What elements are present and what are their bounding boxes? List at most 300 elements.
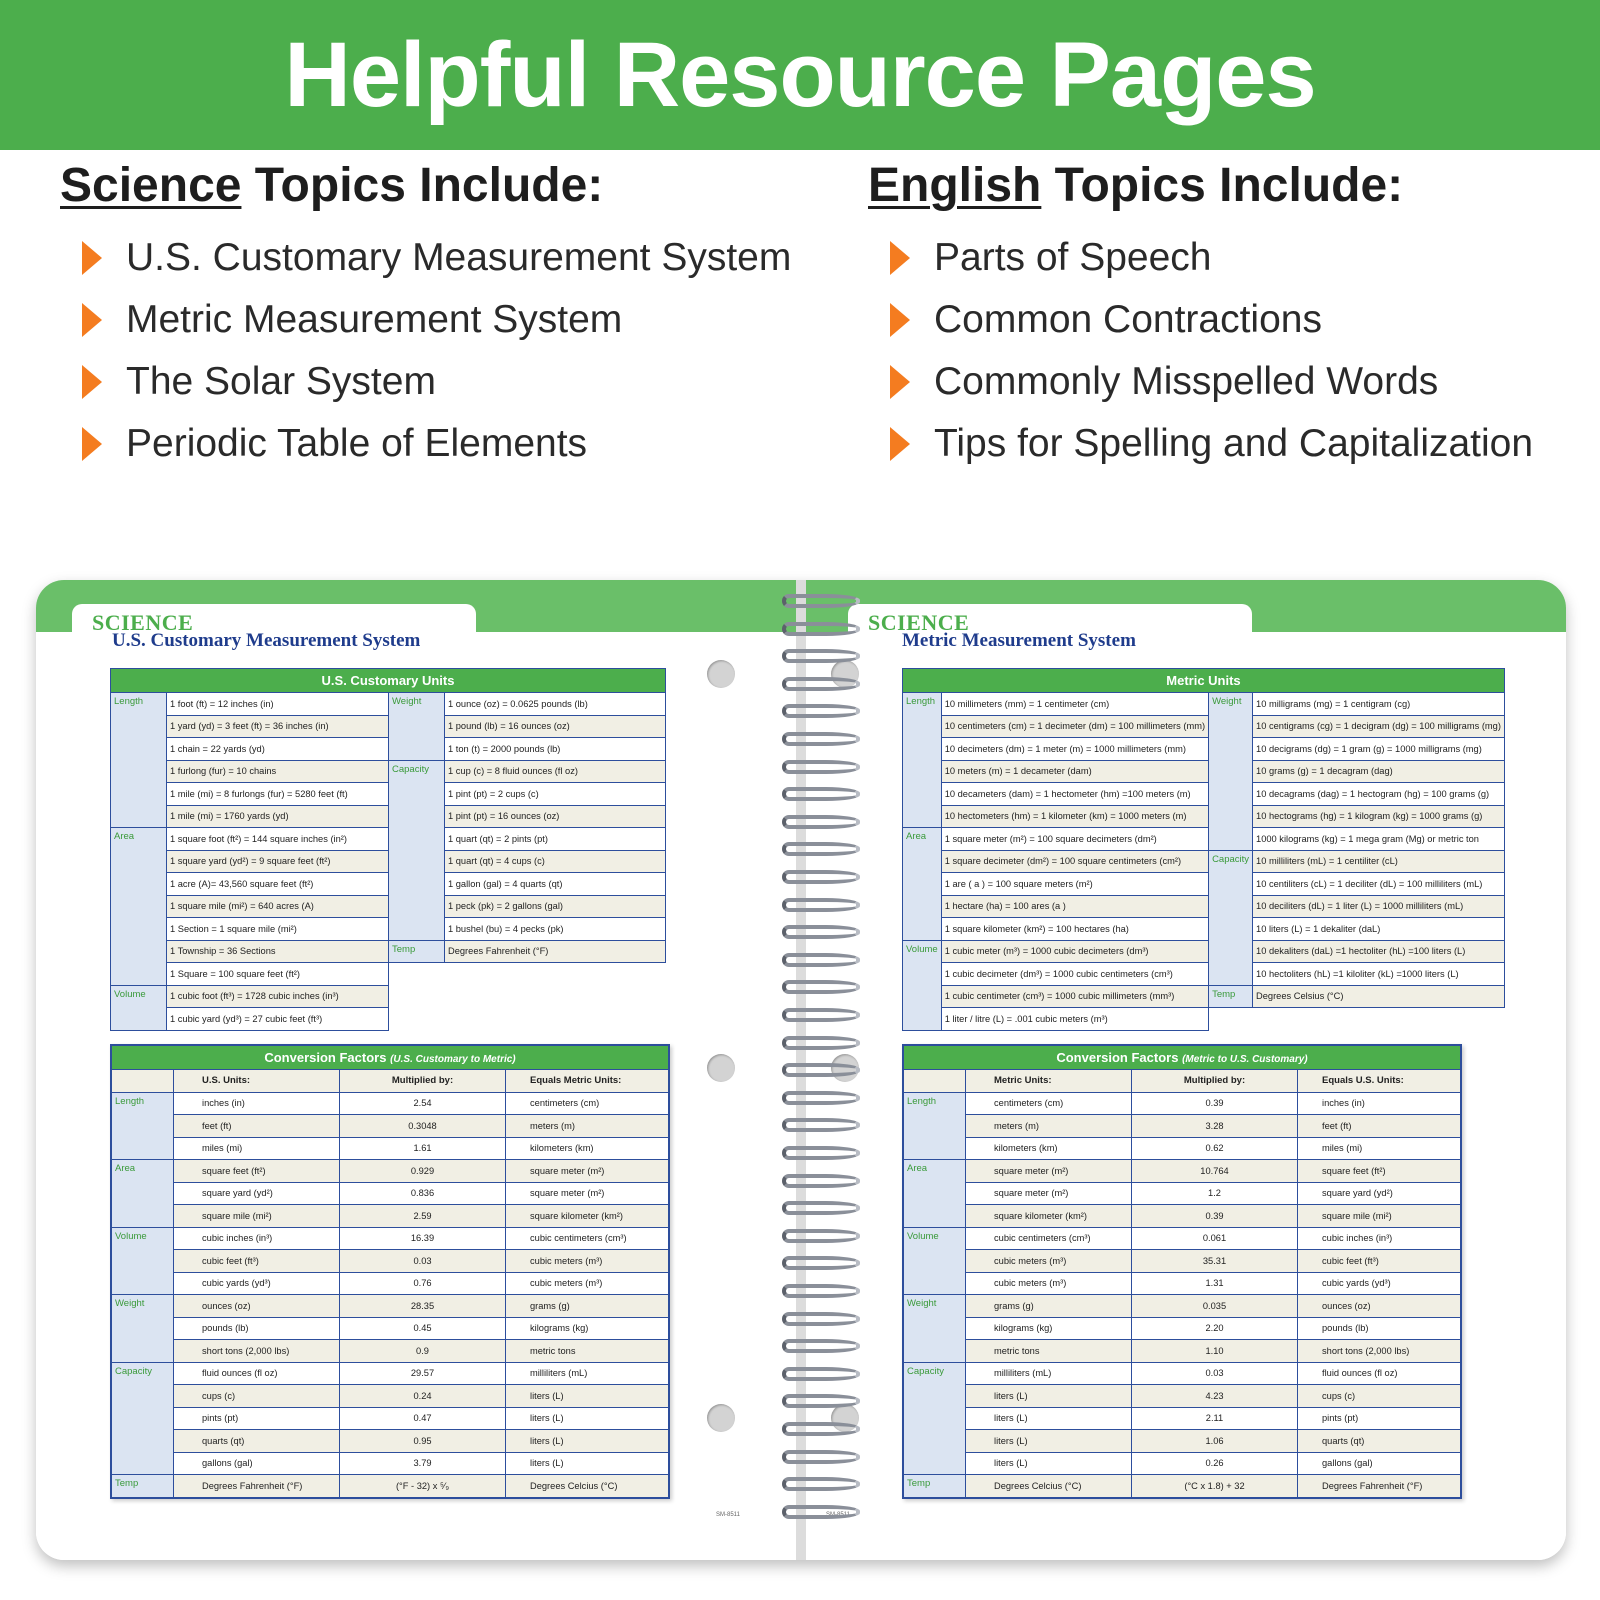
left-page: [36, 580, 796, 1560]
table-row: [904, 1475, 1461, 1498]
unit-equivalence: 1 bushel (bu) = 4 pecks (pk): [445, 918, 666, 941]
category-label: Area: [904, 1160, 966, 1228]
spiral-ring-icon: [782, 1312, 862, 1328]
unit-equivalence: 10 millimeters (mm) = 1 centimeter (cm): [941, 693, 1208, 716]
column-header: Equals U.S. Units:: [1298, 1070, 1461, 1093]
table-row: [112, 1452, 669, 1475]
multiplier: 1.06: [1132, 1430, 1298, 1453]
spiral-ring-icon: [782, 815, 862, 831]
to-unit: square meter (m²): [506, 1182, 669, 1205]
spiral-ring-icon: [782, 1036, 862, 1052]
table-row: [903, 918, 1505, 941]
units-table-title: Metric Units: [903, 669, 1505, 693]
category-label: Area: [111, 828, 167, 986]
conversion-table: [902, 1044, 1462, 1499]
spiral-ring-icon: [782, 1284, 862, 1300]
table-row: [112, 1475, 669, 1498]
to-unit: kilograms (kg): [506, 1317, 669, 1340]
spiral-ring-icon: [782, 704, 862, 720]
to-unit: cubic meters (m³): [506, 1272, 669, 1295]
table-row: [904, 1340, 1461, 1363]
table-row: [903, 1008, 1505, 1031]
table-row: [112, 1227, 669, 1250]
table-row: [112, 1250, 669, 1273]
from-unit: cups (c): [174, 1385, 340, 1408]
table-row: [112, 1340, 669, 1363]
science-topic-item: [60, 289, 820, 351]
to-unit: Degrees Fahrenheit (°F): [1298, 1475, 1461, 1498]
unit-equivalence: 10 centigrams (cg) = 1 decigram (dg) = 100 milligrams (mg): [1253, 715, 1505, 738]
units-table: [110, 668, 666, 1031]
bullet-arrow-icon: [890, 427, 910, 461]
to-unit: cups (c): [1298, 1385, 1461, 1408]
spiral-ring-icon: [782, 677, 862, 693]
to-unit: liters (L): [506, 1430, 669, 1453]
from-unit: feet (ft): [174, 1115, 340, 1138]
unit-equivalence: 1 Section = 1 square mile (mi²): [167, 918, 389, 941]
unit-equivalence: 1 ton (t) = 2000 pounds (lb): [445, 738, 666, 761]
from-unit: fluid ounces (fl oz): [174, 1362, 340, 1385]
multiplier: 10.764: [1132, 1160, 1298, 1183]
unit-equivalence: 1 square decimeter (dm²) = 100 square centimeters (cm²): [941, 850, 1208, 873]
multiplier: 0.45: [340, 1317, 506, 1340]
multiplier: 28.35: [340, 1295, 506, 1318]
category-label: Temp: [904, 1475, 966, 1498]
to-unit: square feet (ft²): [1298, 1160, 1461, 1183]
category-label: Weight: [904, 1295, 966, 1363]
multiplier: 0.62: [1132, 1137, 1298, 1160]
multiplier: 3.79: [340, 1452, 506, 1475]
category-label: Temp: [112, 1475, 174, 1498]
bullet-arrow-icon: [890, 241, 910, 275]
to-unit: cubic inches (in³): [1298, 1227, 1461, 1250]
table-row: [903, 805, 1505, 828]
table-row: [111, 738, 666, 761]
table-row: [111, 895, 666, 918]
spiral-ring-icon: [782, 870, 862, 886]
to-unit: kilometers (km): [506, 1137, 669, 1160]
spiral-ring-icon: [782, 1091, 862, 1107]
unit-equivalence: 1 cubic yard (yd³) = 27 cubic feet (ft³): [167, 1008, 389, 1031]
unit-equivalence: 1 peck (pk) = 2 gallons (gal): [445, 895, 666, 918]
column-header: Multiplied by:: [340, 1070, 506, 1093]
unit-equivalence: 1 yard (yd) = 3 feet (ft) = 36 inches (in): [167, 715, 389, 738]
science-topic-list: [60, 227, 820, 475]
category-label: Weight: [1209, 693, 1253, 851]
multiplier: 0.47: [340, 1407, 506, 1430]
english-topic-item: [868, 289, 1588, 351]
unit-equivalence: 10 milligrams (mg) = 1 centigram (cg): [1253, 693, 1505, 716]
science-topic-item: [60, 227, 820, 289]
unit-equivalence: 1 pint (pt) = 2 cups (c): [445, 783, 666, 806]
to-unit: cubic feet (ft³): [1298, 1250, 1461, 1273]
table-row: [903, 850, 1505, 873]
from-unit: Degrees Fahrenheit (°F): [174, 1475, 340, 1498]
table-row: [903, 738, 1505, 761]
from-unit: kilograms (kg): [966, 1317, 1132, 1340]
right-page: [806, 580, 1566, 1560]
category-label: Volume: [904, 1227, 966, 1295]
spiral-ring-icon: [782, 594, 862, 610]
conversion-table-title: [112, 1046, 669, 1070]
unit-equivalence: 10 hectograms (hg) = 1 kilogram (kg) = 1000 grams (g): [1253, 805, 1505, 828]
english-topic-item: [868, 351, 1588, 413]
unit-equivalence: 1 hectare (ha) = 100 ares (a ): [941, 895, 1208, 918]
multiplier: (°C x 1.8) + 32: [1132, 1475, 1298, 1498]
multiplier: 2.20: [1132, 1317, 1298, 1340]
from-unit: ounces (oz): [174, 1295, 340, 1318]
table-row: [903, 828, 1505, 851]
from-unit: kilometers (km): [966, 1137, 1132, 1160]
conversion-table: [110, 1044, 670, 1499]
spiral-ring-icon: [782, 1339, 862, 1355]
units-table: [902, 668, 1501, 1031]
table-row: [111, 828, 666, 851]
table-row: [112, 1295, 669, 1318]
multiplier: 1.10: [1132, 1340, 1298, 1363]
unit-equivalence: 1 acre (A)= 43,560 square feet (ft²): [167, 873, 389, 896]
table-row: [904, 1430, 1461, 1453]
unit-equivalence: 10 decagrams (dag) = 1 hectogram (hg) = 100 grams (g): [1253, 783, 1505, 806]
to-unit: liters (L): [506, 1452, 669, 1475]
table-row: [112, 1430, 669, 1453]
category-label: Length: [112, 1092, 174, 1160]
category-label: Length: [904, 1092, 966, 1160]
page-footer-code: SM-8511: [716, 1512, 740, 1518]
unit-equivalence: 1 cubic foot (ft³) = 1728 cubic inches (in³): [167, 985, 389, 1008]
table-row: [111, 783, 666, 806]
from-unit: quarts (qt): [174, 1430, 340, 1453]
unit-equivalence: 10 deciliters (dL) = 1 liter (L) = 1000 milliliters (mL): [1253, 895, 1505, 918]
to-unit: milliliters (mL): [506, 1362, 669, 1385]
column-header: Equals Metric Units:: [506, 1070, 669, 1093]
table-row: [903, 760, 1505, 783]
from-unit: short tons (2,000 lbs): [174, 1340, 340, 1363]
science-topic-item: [60, 413, 820, 475]
unit-equivalence: Degrees Celsius (°C): [1253, 985, 1505, 1008]
to-unit: pints (pt): [1298, 1407, 1461, 1430]
multiplier: 16.39: [340, 1227, 506, 1250]
table-row: [112, 1362, 669, 1385]
table-row: [111, 715, 666, 738]
to-unit: cubic centimeters (cm³): [506, 1227, 669, 1250]
topic-label: Metric Measurement System: [126, 298, 623, 341]
to-unit: grams (g): [506, 1295, 669, 1318]
table-row: [111, 963, 666, 986]
multiplier: 1.61: [340, 1137, 506, 1160]
science-heading: [60, 158, 820, 213]
category-label: Capacity: [904, 1362, 966, 1475]
english-topics: [868, 158, 1588, 475]
category-label: Weight: [389, 693, 445, 761]
unit-equivalence: 10 decigrams (dg) = 1 gram (g) = 1000 milligrams (mg): [1253, 738, 1505, 761]
multiplier: 0.03: [340, 1250, 506, 1273]
bullet-arrow-icon: [82, 241, 102, 275]
section-tab-label: SCIENCE: [92, 610, 194, 635]
table-row: [112, 1115, 669, 1138]
unit-equivalence: 1 Square = 100 square feet (ft²): [167, 963, 389, 986]
multiplier: 0.24: [340, 1385, 506, 1408]
to-unit: metric tons: [506, 1340, 669, 1363]
unit-equivalence: 1 square yard (yd²) = 9 square feet (ft²): [167, 850, 389, 873]
spiral-ring-icon: [782, 1146, 862, 1162]
science-topics: [60, 158, 820, 475]
english-heading: [868, 158, 1588, 213]
bullet-arrow-icon: [82, 427, 102, 461]
table-row: [904, 1452, 1461, 1475]
table-row: [903, 873, 1505, 896]
to-unit: Degrees Celcius (°C): [506, 1475, 669, 1498]
page-footer-code: SM-8511: [826, 1512, 850, 1518]
to-unit: square mile (mi²): [1298, 1205, 1461, 1228]
to-unit: cubic meters (m³): [506, 1250, 669, 1273]
spiral-ring-icon: [782, 1367, 862, 1383]
column-header: Metric Units:: [966, 1070, 1132, 1093]
category-label: Volume: [111, 985, 167, 1030]
multiplier: 0.061: [1132, 1227, 1298, 1250]
multiplier: 3.28: [1132, 1115, 1298, 1138]
unit-equivalence: 1 square mile (mi²) = 640 acres (A): [167, 895, 389, 918]
science-heading-rest: Topics Include:: [241, 159, 604, 212]
spiral-ring-icon: [782, 1505, 862, 1521]
table-row: [111, 760, 666, 783]
unit-equivalence: 10 milliliters (mL) = 1 centiliter (cL): [1253, 850, 1505, 873]
unit-equivalence: 1000 kilograms (kg) = 1 mega gram (Mg) or metric ton: [1253, 828, 1505, 851]
unit-equivalence: 1 Township = 36 Sections: [167, 940, 389, 963]
spiral-ring-icon: [782, 622, 862, 638]
category-label: Volume: [903, 940, 942, 1030]
multiplier: 0.035: [1132, 1295, 1298, 1318]
hole-icon: [707, 1054, 735, 1082]
table-row: [112, 1407, 669, 1430]
table-row: [112, 1385, 669, 1408]
from-unit: liters (L): [966, 1385, 1132, 1408]
spiral-ring-icon: [782, 732, 862, 748]
to-unit: liters (L): [506, 1407, 669, 1430]
from-unit: liters (L): [966, 1407, 1132, 1430]
to-unit: fluid ounces (fl oz): [1298, 1362, 1461, 1385]
unit-equivalence: 1 chain = 22 yards (yd): [167, 738, 389, 761]
to-unit: pounds (lb): [1298, 1317, 1461, 1340]
category-label: Temp: [1209, 985, 1253, 1008]
topic-label: Tips for Spelling and Capitalization: [934, 422, 1534, 465]
science-heading-underlined: Science: [60, 159, 242, 212]
banner-title: Helpful Resource Pages: [284, 23, 1316, 126]
unit-equivalence: 10 hectoliters (hL) =1 kiloliter (kL) =1000 liters (L): [1253, 963, 1505, 986]
topic-label: Parts of Speech: [934, 236, 1212, 279]
table-row: [904, 1205, 1461, 1228]
topic-label: U.S. Customary Measurement System: [126, 236, 792, 279]
category-label: Length: [903, 693, 942, 828]
to-unit: inches (in): [1298, 1092, 1461, 1115]
table-row: [904, 1250, 1461, 1273]
category-label: Capacity: [389, 760, 445, 940]
page-title: U.S. Customary Measurement System: [112, 630, 421, 651]
section-tab-label: SCIENCE: [868, 610, 970, 635]
notebook-spread: [36, 580, 1566, 1560]
from-unit: cubic yards (yd³): [174, 1272, 340, 1295]
table-row: [111, 940, 666, 963]
table-row: [904, 1115, 1461, 1138]
spiral-ring-icon: [782, 1118, 862, 1134]
multiplier: 2.11: [1132, 1407, 1298, 1430]
to-unit: liters (L): [506, 1385, 669, 1408]
spiral-ring-icon: [782, 649, 862, 665]
from-unit: square yard (yd²): [174, 1182, 340, 1205]
unit-equivalence: 1 cubic decimeter (dm³) = 1000 cubic centimeters (cm³): [941, 963, 1208, 986]
unit-equivalence: 10 decameters (dam) = 1 hectometer (hm) =100 meters (m): [941, 783, 1208, 806]
from-unit: cubic inches (in³): [174, 1227, 340, 1250]
from-unit: liters (L): [966, 1452, 1132, 1475]
table-row: [904, 1182, 1461, 1205]
multiplier: 0.39: [1132, 1205, 1298, 1228]
from-unit: square kilometer (km²): [966, 1205, 1132, 1228]
table-row: [903, 783, 1505, 806]
spiral-ring-icon: [782, 1008, 862, 1024]
from-unit: square feet (ft²): [174, 1160, 340, 1183]
table-row: [904, 1295, 1461, 1318]
table-row: [903, 895, 1505, 918]
unit-equivalence: 1 cup (c) = 8 fluid ounces (fl oz): [445, 760, 666, 783]
from-unit: Degrees Celcius (°C): [966, 1475, 1132, 1498]
from-unit: square meter (m²): [966, 1160, 1132, 1183]
category-label: Weight: [112, 1295, 174, 1363]
unit-equivalence: 1 mile (mi) = 8 furlongs (fur) = 5280 feet (ft): [167, 783, 389, 806]
from-unit: square meter (m²): [966, 1182, 1132, 1205]
unit-equivalence: 10 decimeters (dm) = 1 meter (m) = 1000 millimeters (mm): [941, 738, 1208, 761]
table-row: [111, 1008, 666, 1031]
conversion-title: Conversion Factors: [264, 1050, 387, 1065]
table-row: [111, 805, 666, 828]
to-unit: ounces (oz): [1298, 1295, 1461, 1318]
from-unit: metric tons: [966, 1340, 1132, 1363]
spiral-ring-icon: [782, 898, 862, 914]
table-row: [112, 1160, 669, 1183]
multiplier: 35.31: [1132, 1250, 1298, 1273]
from-unit: milliliters (mL): [966, 1362, 1132, 1385]
from-unit: gallons (gal): [174, 1452, 340, 1475]
topic-label: Common Contractions: [934, 298, 1322, 341]
spiral-ring-icon: [782, 925, 862, 941]
table-row: [903, 963, 1505, 986]
english-heading-underlined: English: [868, 159, 1042, 212]
from-unit: centimeters (cm): [966, 1092, 1132, 1115]
topic-label: Periodic Table of Elements: [126, 422, 588, 465]
table-row: [903, 985, 1505, 1008]
unit-equivalence: 1 square kilometer (km²) = 100 hectares (ha): [941, 918, 1208, 941]
table-row: [903, 715, 1505, 738]
category-label: Length: [111, 693, 167, 828]
spiral-ring-icon: [782, 1229, 862, 1245]
to-unit: miles (mi): [1298, 1137, 1461, 1160]
table-row: [111, 850, 666, 873]
to-unit: meters (m): [506, 1115, 669, 1138]
to-unit: quarts (qt): [1298, 1430, 1461, 1453]
to-unit: square kilometer (km²): [506, 1205, 669, 1228]
english-topic-item: [868, 413, 1588, 475]
table-row: [111, 918, 666, 941]
units-table-title: U.S. Customary Units: [111, 669, 666, 693]
unit-equivalence: 1 mile (mi) = 1760 yards (yd): [167, 805, 389, 828]
table-row: [112, 1092, 669, 1115]
to-unit: feet (ft): [1298, 1115, 1461, 1138]
unit-equivalence: 10 meters (m) = 1 decameter (dam): [941, 760, 1208, 783]
english-heading-rest: Topics Include:: [1041, 159, 1404, 212]
unit-equivalence: 1 pound (lb) = 16 ounces (oz): [445, 715, 666, 738]
spiral-ring-icon: [782, 842, 862, 858]
unit-equivalence: 1 are ( a ) = 100 square meters (m²): [941, 873, 1208, 896]
unit-equivalence: 1 quart (qt) = 2 pints (pt): [445, 828, 666, 851]
science-topic-item: [60, 351, 820, 413]
from-unit: cubic centimeters (cm³): [966, 1227, 1132, 1250]
multiplier: 4.23: [1132, 1385, 1298, 1408]
unit-equivalence: 1 pint (pt) = 16 ounces (oz): [445, 805, 666, 828]
table-row: [112, 1317, 669, 1340]
unit-equivalence: 1 gallon (gal) = 4 quarts (qt): [445, 873, 666, 896]
category-label: Volume: [112, 1227, 174, 1295]
table-row: [904, 1407, 1461, 1430]
table-row: [903, 693, 1505, 716]
unit-equivalence: 1 cubic meter (m³) = 1000 cubic decimeters (dm³): [941, 940, 1208, 963]
to-unit: gallons (gal): [1298, 1452, 1461, 1475]
multiplier: 2.54: [340, 1092, 506, 1115]
unit-equivalence: 10 liters (L) = 1 dekaliter (daL): [1253, 918, 1505, 941]
hole-icon: [707, 660, 735, 688]
from-unit: liters (L): [966, 1430, 1132, 1453]
to-unit: square yard (yd²): [1298, 1182, 1461, 1205]
spiral-ring-icon: [782, 760, 862, 776]
page-title: Metric Measurement System: [902, 630, 1136, 651]
from-unit: cubic meters (m³): [966, 1272, 1132, 1295]
unit-equivalence: 1 furlong (fur) = 10 chains: [167, 760, 389, 783]
spiral-ring-icon: [782, 787, 862, 803]
table-row: [112, 1205, 669, 1228]
table-row: [111, 873, 666, 896]
from-unit: inches (in): [174, 1092, 340, 1115]
to-unit: square meter (m²): [506, 1160, 669, 1183]
spiral-ring-icon: [782, 1201, 862, 1217]
from-unit: square mile (mi²): [174, 1205, 340, 1228]
multiplier: 1.2: [1132, 1182, 1298, 1205]
table-row: [112, 1137, 669, 1160]
multiplier: 2.59: [340, 1205, 506, 1228]
table-row: [903, 940, 1505, 963]
category-label: Area: [903, 828, 942, 941]
to-unit: centimeters (cm): [506, 1092, 669, 1115]
unit-equivalence: 10 dekaliters (daL) =1 hectoliter (hL) =100 liters (L): [1253, 940, 1505, 963]
spiral-ring-icon: [782, 1256, 862, 1272]
spiral-ring-icon: [782, 1477, 862, 1493]
table-row: [904, 1272, 1461, 1295]
multiplier: 29.57: [340, 1362, 506, 1385]
column-header: U.S. Units:: [174, 1070, 340, 1093]
table-row: [112, 1182, 669, 1205]
conversion-subtitle: (U.S. Customary to Metric): [390, 1054, 516, 1065]
category-label: Capacity: [112, 1362, 174, 1475]
from-unit: grams (g): [966, 1295, 1132, 1318]
category-label: Area: [112, 1160, 174, 1228]
unit-equivalence: 1 foot (ft) = 12 inches (in): [167, 693, 389, 716]
from-unit: cubic meters (m³): [966, 1250, 1132, 1273]
unit-equivalence: 1 ounce (oz) = 0.0625 pounds (lb): [445, 693, 666, 716]
table-row: [111, 985, 666, 1008]
unit-equivalence: 1 square meter (m²) = 100 square decimeters (dm²): [941, 828, 1208, 851]
from-unit: cubic feet (ft³): [174, 1250, 340, 1273]
multiplier: 1.31: [1132, 1272, 1298, 1295]
multiplier: 0.95: [340, 1430, 506, 1453]
spiral-ring-icon: [782, 1174, 862, 1190]
multiplier: 0.76: [340, 1272, 506, 1295]
